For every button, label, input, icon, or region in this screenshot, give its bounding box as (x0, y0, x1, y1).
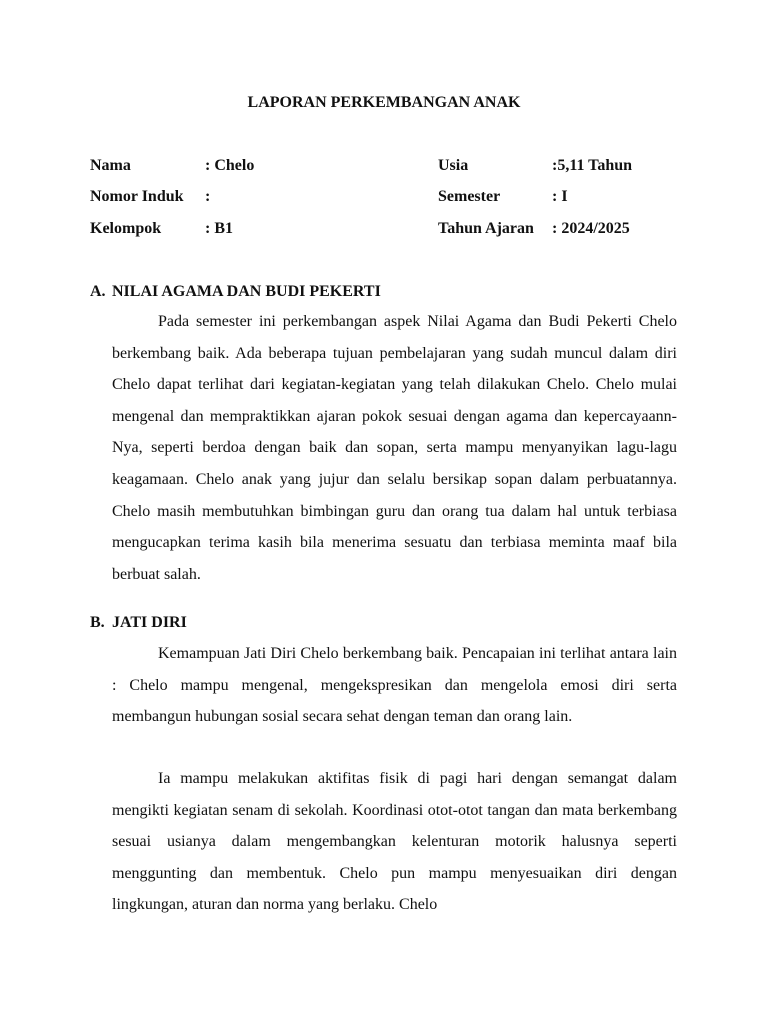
info-value-usia: :5,11 Tahun (552, 157, 633, 174)
info-label-nomor-induk: Nomor Induk (90, 188, 184, 205)
section-b-paragraph-2: Ia mampu melakukan aktifitas fisik di pagi hari dengan semangat dalam mengikti kegiatan senam di sekolah. Koordinasi otot-otot tangan dan mata berkembang sesuai usianya dalam mengembangkan kelenturan motorik halusnya seperti menggunting dan membentuk. Chelo pun mampu menyesuaikan diri dengan lingkungan, aturan dan norma yang berlaku. Chelo (112, 770, 677, 914)
info-value-tahun-ajaran: : 2024/2025 (552, 220, 630, 237)
section-heading-b (90, 612, 187, 634)
info-value-nomor-induk: : (205, 188, 211, 205)
section-heading-a (90, 281, 381, 303)
section-letter: A. (90, 283, 106, 300)
info-row-kelompok (0, 218, 768, 240)
info-label-nama: Nama (90, 157, 131, 174)
info-value-nama: : Chelo (205, 157, 255, 174)
info-label-kelompok: Kelompok (90, 220, 162, 237)
section-b-paragraph-1: Kemampuan Jati Diri Chelo berkembang baik. Pencapaian ini terlihat antara lain : Chelo mampu mengenal, mengekspresikan dan mengelola emosi diri serta membangun hubungan sosial secara sehat dengan teman dan orang lain. (112, 645, 677, 726)
section-title: JATI DIRI (112, 614, 187, 631)
info-value-kelompok: : B1 (205, 220, 233, 237)
document-title: LAPORAN PERKEMBANGAN ANAK (247, 94, 521, 111)
info-row-nomor-induk (0, 186, 768, 208)
info-label-semester: Semester (438, 188, 501, 205)
section-letter: B. (90, 614, 105, 631)
section-a-paragraph-1: Pada semester ini perkembangan aspek Nilai Agama dan Budi Pekerti Chelo berkembang baik. Ada beberapa tujuan pembelajaran yang sudah muncul dalam diri Chelo dapat terlihat dari kegiatan-kegiatan yang telah dilakukan Chelo. Chelo mulai mengenal dan mempraktikkan ajaran pokok sesuai dengan agama dan kepercayaann-Nya, seperti berdoa dengan baik dan sopan, serta mampu menyanyikan lagu-lagu keagamaan. Chelo anak yang jujur dan selalu bersikap sopan dalam perbuatannya. Chelo masih membutuhkan bimbingan guru dan orang tua dalam hal untuk terbiasa mengucapkan terima kasih bila menerima sesuatu dan terbiasa meminta maaf bila berbuat salah. (112, 313, 677, 583)
info-label-usia: Usia (438, 157, 469, 174)
info-label-tahun-ajaran: Tahun Ajaran (438, 220, 534, 237)
info-row-nama (0, 155, 768, 177)
section-title: NILAI AGAMA DAN BUDI PEKERTI (112, 283, 381, 300)
info-value-semester: : I (552, 188, 568, 205)
